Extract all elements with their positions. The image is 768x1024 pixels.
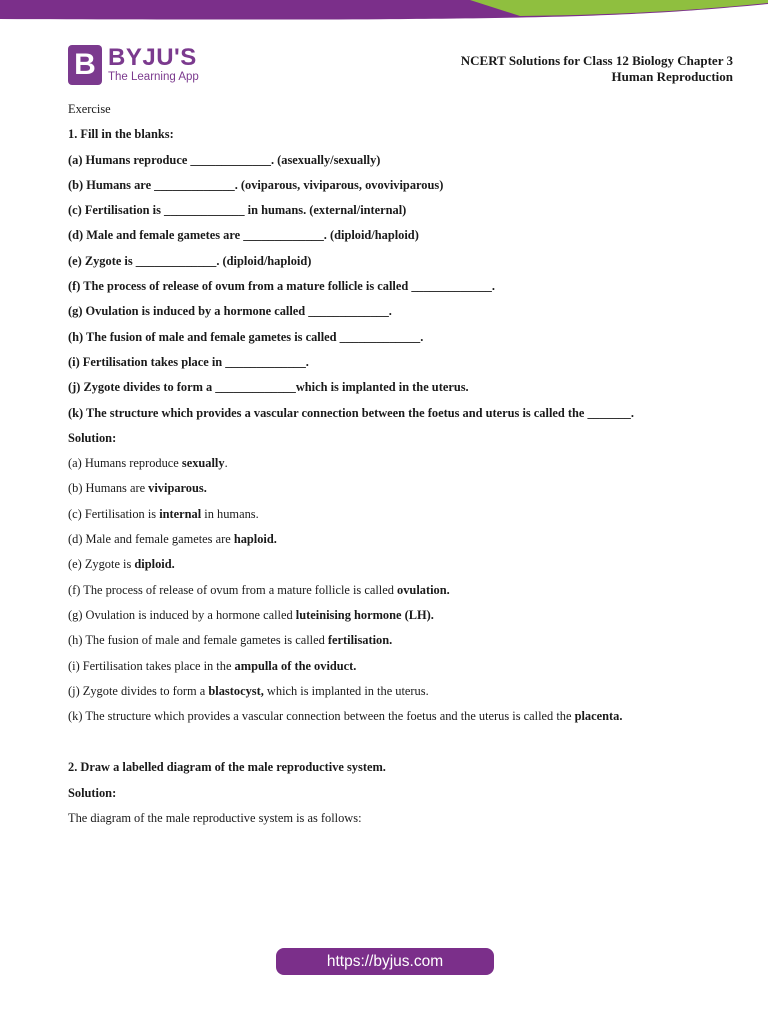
question-item: (c) Fertilisation is _____________ in humans. (external/internal)	[68, 203, 407, 218]
page-header	[461, 53, 733, 85]
answer-text: (k) The structure which provides a vascular connection between the foetus and the uterus is called the	[68, 709, 575, 724]
answer-text: (b) Humans are	[68, 481, 149, 496]
answer-item	[68, 531, 738, 556]
footer-url-link[interactable]: https://byjus.com	[276, 948, 494, 975]
answer-bold: ovulation.	[397, 582, 450, 597]
answer-item	[68, 582, 738, 607]
answer-item	[68, 480, 738, 505]
top-banner	[0, 0, 768, 22]
answer-text: (d) Male and female gametes are	[68, 532, 234, 547]
answer-bold: luteinising hormone (LH).	[295, 607, 434, 622]
answer-text: in humans.	[201, 506, 259, 521]
answer-item	[68, 683, 738, 708]
question-item: (g) Ovulation is induced by a hormone called _____________.	[68, 304, 392, 319]
logo-name: BYJU'S	[108, 44, 197, 71]
answer-bold: viviparous.	[148, 481, 207, 496]
answer-text: (g) Ovulation is induced by a hormone called	[68, 607, 296, 622]
question-item: (b) Humans are _____________. (oviparous, viviparous, ovoviviparous)	[68, 177, 444, 192]
answer-text: (e) Zygote is	[68, 557, 135, 572]
answer-bold: blastocyst,	[208, 683, 264, 698]
question-2-title: 2. Draw a labelled diagram of the male reproductive system.	[68, 760, 386, 775]
header-title-line1: NCERT Solutions for Class 12 Biology Chapter 3	[460, 53, 733, 68]
answer-bold: placenta.	[574, 709, 623, 724]
answer-text: .	[224, 456, 228, 471]
question-item: (k) The structure which provides a vascular connection between the foetus and uterus is called the _______.	[68, 405, 634, 420]
answer-text: which is implanted in the uterus.	[263, 683, 429, 698]
answer-text: (a) Humans reproduce	[68, 456, 182, 471]
answer-text: (f) The process of release of ovum from a mature follicle is called	[68, 582, 398, 597]
answer-item	[68, 607, 738, 632]
solution-text: The diagram of the male reproductive system is as follows:	[68, 811, 362, 826]
logo-mark: B	[68, 45, 102, 85]
question-item: (h) The fusion of male and female gametes is called _____________.	[68, 329, 424, 344]
answer-item	[68, 556, 738, 581]
question-item: (e) Zygote is _____________. (diploid/haploid)	[68, 253, 312, 268]
question-item: (d) Male and female gametes are _____________. (diploid/haploid)	[68, 228, 419, 243]
answer-item	[68, 708, 738, 733]
answer-bold: haploid.	[233, 532, 277, 547]
byjus-logo	[68, 45, 208, 87]
answer-bold: sexually	[181, 456, 225, 471]
solution-label: Solution:	[68, 785, 117, 800]
answer-bold: ampulla of the oviduct.	[234, 658, 357, 673]
question-item: (i) Fertilisation takes place in _____________.	[68, 354, 309, 369]
answer-text: (c) Fertilisation is	[68, 506, 160, 521]
answer-text: (i) Fertilisation takes place in the	[68, 658, 235, 673]
answer-item	[68, 658, 738, 683]
logo-tagline: The Learning App	[108, 71, 199, 83]
question-item: (a) Humans reproduce _____________. (asexually/sexually)	[68, 152, 381, 167]
exercise-label: Exercise	[68, 102, 111, 116]
answer-text: (j) Zygote divides to form a	[68, 683, 209, 698]
answer-item	[68, 632, 738, 657]
answer-bold: diploid.	[134, 557, 175, 572]
answer-text: (h) The fusion of male and female gametes is called	[68, 633, 328, 648]
document-body	[68, 101, 738, 835]
section-spacer	[68, 733, 738, 759]
solution-label: Solution:	[68, 430, 117, 445]
question-1-title: 1. Fill in the blanks:	[68, 127, 174, 142]
answer-item	[68, 506, 738, 531]
answer-item	[68, 455, 738, 480]
answer-bold: internal	[159, 506, 202, 521]
question-item: (f) The process of release of ovum from a mature follicle is called _____________.	[68, 279, 495, 294]
answer-bold: fertilisation.	[327, 633, 393, 648]
question-item: (j) Zygote divides to form a _____________which is implanted in the uterus.	[68, 380, 469, 395]
header-title-line2: Human Reproduction	[611, 69, 733, 84]
